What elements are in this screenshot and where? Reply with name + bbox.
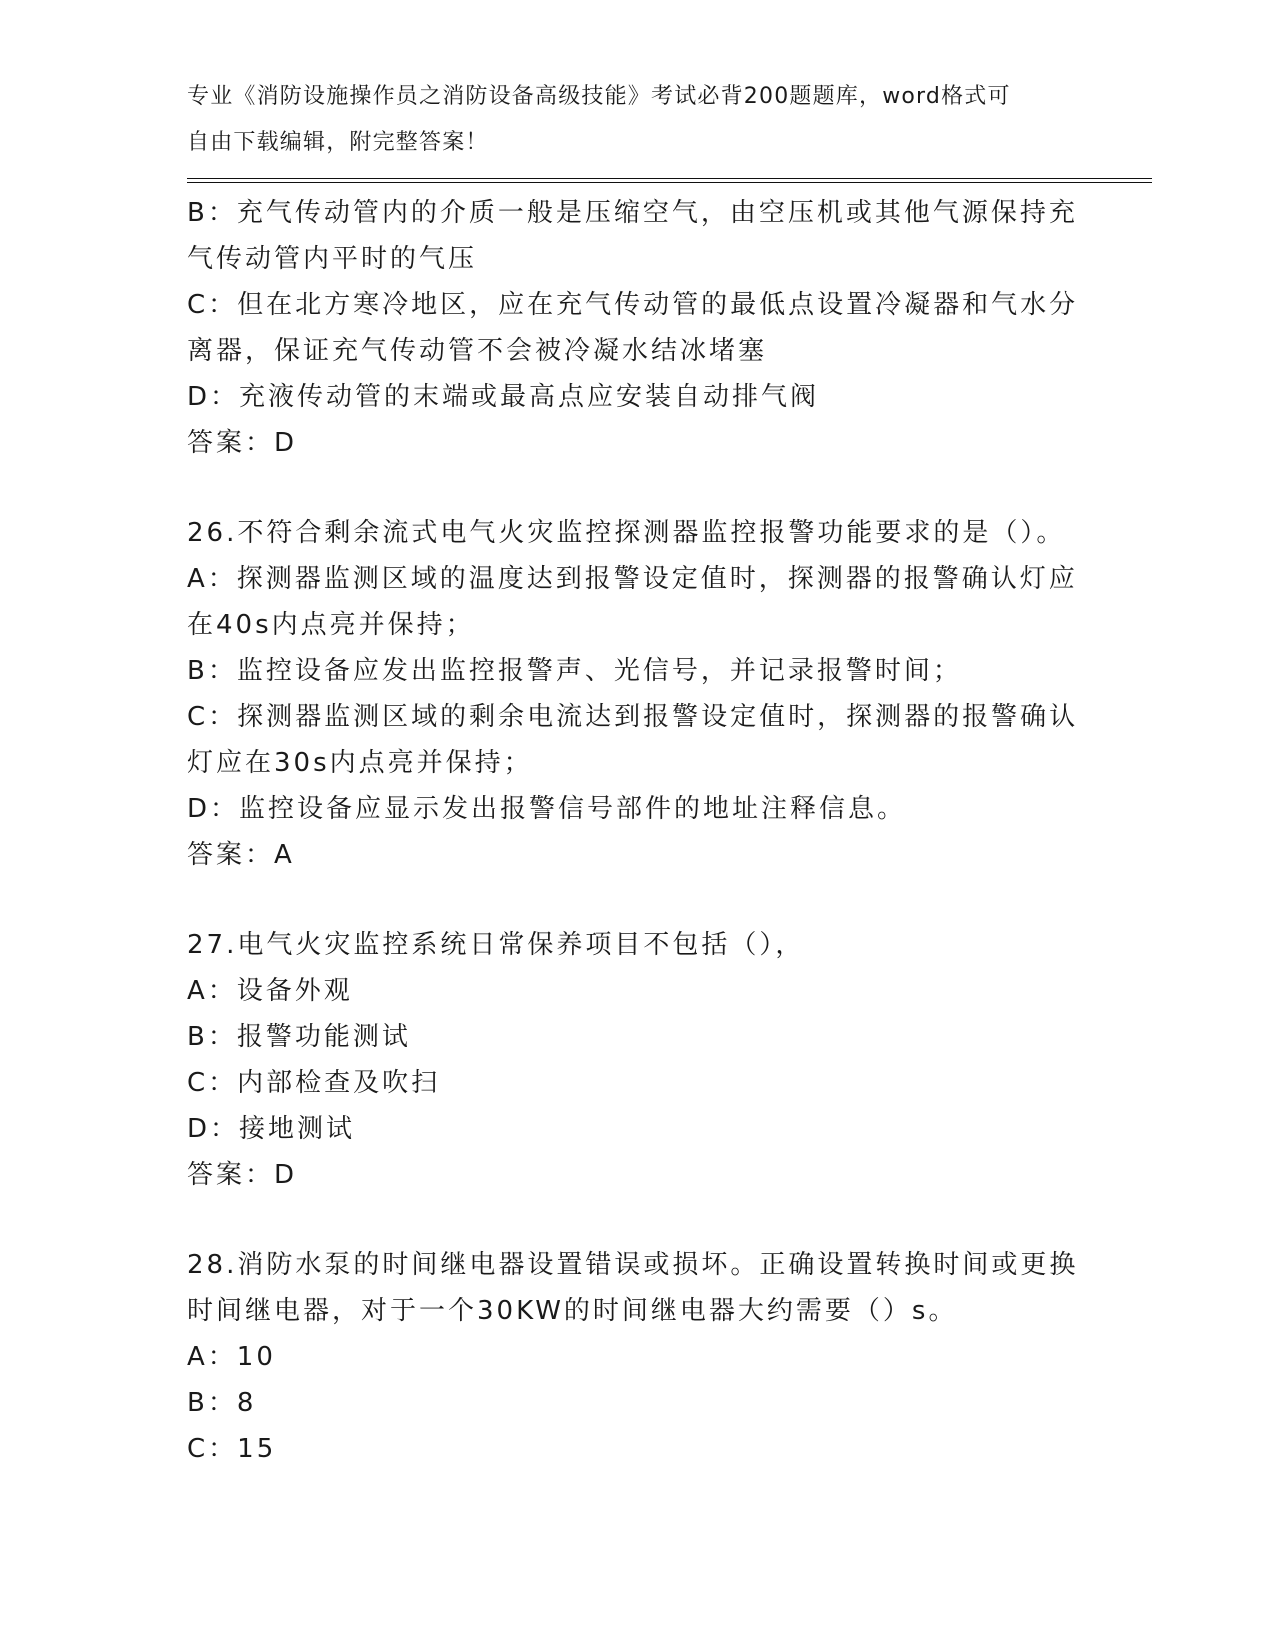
header-line-2: 自由下载编辑，附完整答案！ [187, 130, 489, 155]
option-a-line-1: A：探测器监测区域的温度达到报警设定值时，探测器的报警确认灯应 [187, 564, 1078, 594]
answer: 答案：A [187, 840, 295, 870]
option-d: D：充液传动管的末端或最高点应安装自动排气阀 [187, 382, 820, 412]
option-a-line-2: 在40s内点亮并保持； [187, 610, 475, 640]
option-c-line-2: 灯应在30s内点亮并保持； [187, 748, 533, 778]
carryover-options [187, 190, 1087, 466]
document-body [187, 190, 1087, 1472]
header-divider-bottom [187, 182, 1152, 183]
question-text: 26.不符合剩余流式电气火灾监控探测器监控报警功能要求的是（）。 [187, 518, 1066, 548]
option-a: A：10 [187, 1342, 276, 1372]
answer: 答案：D [187, 428, 298, 458]
option-a: A：设备外观 [187, 976, 353, 1006]
header-divider-top [187, 178, 1152, 179]
answer: 答案：D [187, 1160, 298, 1190]
question-text-line-1: 28.消防水泵的时间继电器设置错误或损坏。正确设置转换时间或更换 [187, 1250, 1079, 1280]
option-b: B：8 [187, 1388, 257, 1418]
option-c-line-1: C：但在北方寒冷地区，应在充气传动管的最低点设置冷凝器和气水分 [187, 290, 1079, 320]
option-b-line-1: B：充气传动管内的介质一般是压缩空气，由空压机或其他气源保持充 [187, 198, 1078, 228]
document-header [187, 74, 1067, 166]
option-d: D：监控设备应显示发出报警信号部件的地址注释信息。 [187, 794, 907, 824]
option-b: B：报警功能测试 [187, 1022, 411, 1052]
question-27 [187, 922, 1087, 1198]
option-c: C：内部检查及吹扫 [187, 1068, 441, 1098]
header-line-1: 专业《消防设施操作员之消防设备高级技能》考试必背200题题库，word格式可 [187, 84, 1011, 109]
question-28 [187, 1242, 1087, 1472]
question-26 [187, 510, 1087, 878]
question-text: 27.电气火灾监控系统日常保养项目不包括（）， [187, 930, 805, 960]
question-text-line-2: 时间继电器，对于一个30KW的时间继电器大约需要（）s。 [187, 1296, 958, 1326]
option-b: B：监控设备应发出监控报警声、光信号，并记录报警时间； [187, 656, 962, 686]
option-d: D：接地测试 [187, 1114, 356, 1144]
option-c: C：15 [187, 1434, 277, 1464]
option-b-line-2: 气传动管内平时的气压 [187, 244, 478, 274]
option-c-line-1: C：探测器监测区域的剩余电流达到报警设定值时，探测器的报警确认 [187, 702, 1079, 732]
option-c-line-2: 离器，保证充气传动管不会被冷凝水结冰堵塞 [187, 336, 768, 366]
